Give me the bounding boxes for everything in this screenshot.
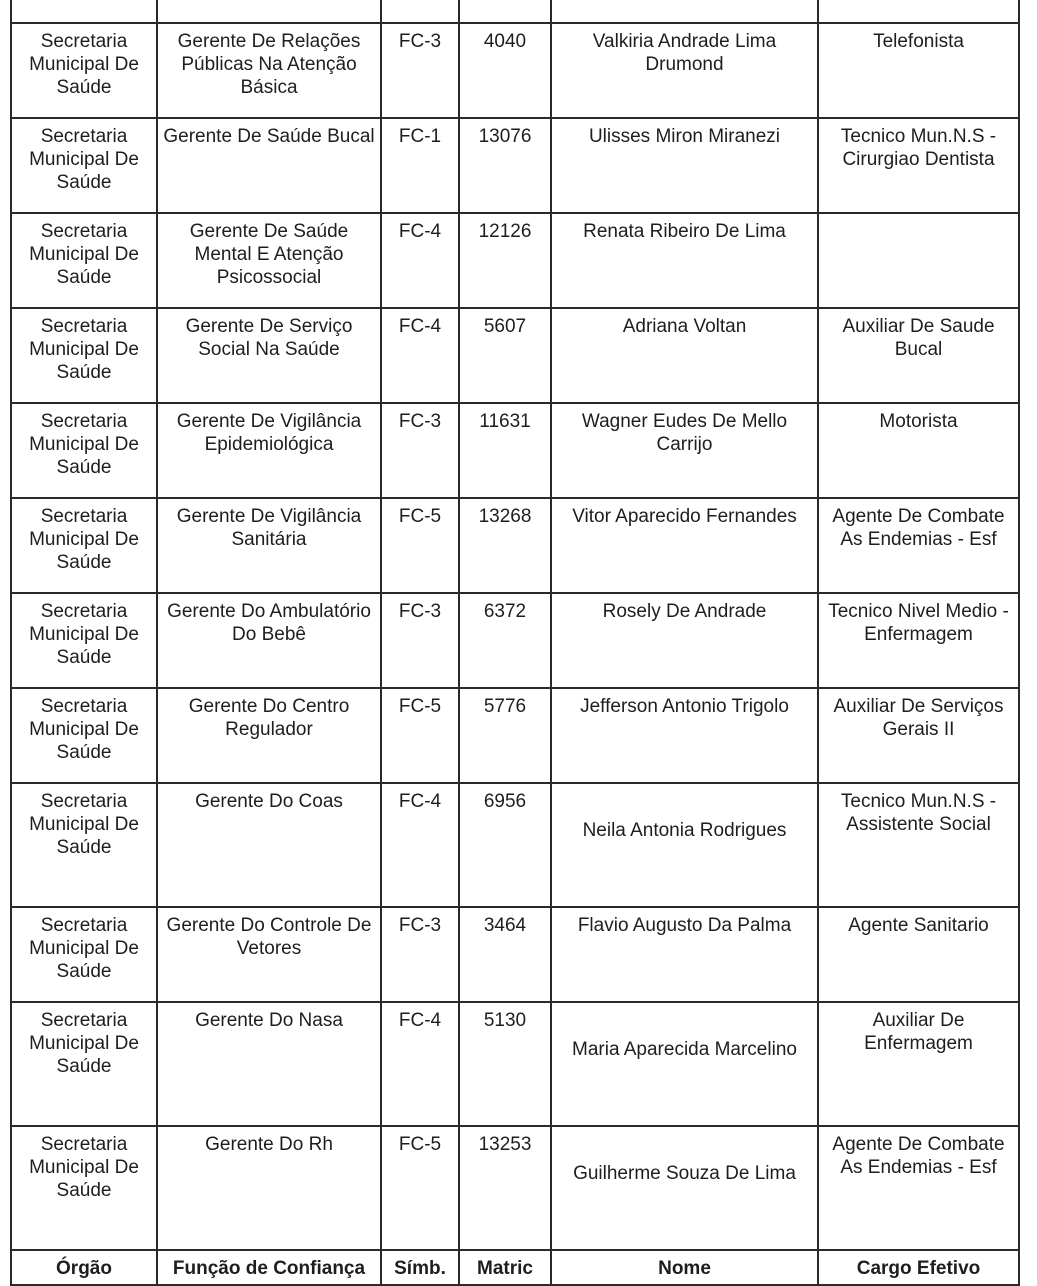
cell-nome: Valkiria Andrade Lima Drumond	[551, 23, 818, 118]
cell-cargo: Agente De Combate As Endemias - Esf	[818, 1126, 1019, 1250]
cell-simb: FC-4	[381, 783, 459, 907]
table-row	[11, 688, 1019, 783]
header-nome: Nome	[551, 1250, 818, 1285]
cell-funcao: Gerente Do Ambulatório Do Bebê	[157, 593, 381, 688]
cell-nome: Wagner Eudes De Mello Carrijo	[551, 403, 818, 498]
cell-funcao: Gerente De Relações Públicas Na Atenção Básica	[157, 23, 381, 118]
cell-orgao: Secretaria Municipal De Saúde	[11, 23, 157, 118]
cell-matric: 6372	[459, 593, 551, 688]
cell-cargo: Agente De Combate As Endemias - Esf	[818, 498, 1019, 593]
cell-nome: Rosely De Andrade	[551, 593, 818, 688]
cell-funcao: Gerente Do Nasa	[157, 1002, 381, 1126]
cell-cargo: Agente Sanitario	[818, 907, 1019, 1002]
header-cargo: Cargo Efetivo	[818, 1250, 1019, 1285]
cell-nome: Adriana Voltan	[551, 308, 818, 403]
table-row	[11, 213, 1019, 308]
cell-cargo: Telefonista	[818, 23, 1019, 118]
table-row	[11, 308, 1019, 403]
table-row	[11, 118, 1019, 213]
cell-orgao: Secretaria Municipal De Saúde	[11, 213, 157, 308]
cell-orgao: Secretaria Municipal De Saúde	[11, 593, 157, 688]
table-row	[11, 1126, 1019, 1250]
cell-nome: Neila Antonia Rodrigues	[551, 783, 818, 907]
cell-orgao: Secretaria Municipal De Saúde	[11, 907, 157, 1002]
cell-cargo	[818, 213, 1019, 308]
cell-orgao: Secretaria Municipal De Saúde	[11, 1002, 157, 1126]
table-row	[11, 498, 1019, 593]
cell-cargo: Tecnico Mun.N.S - Cirurgiao Dentista	[818, 118, 1019, 213]
cell-nome: Maria Aparecida Marcelino	[551, 1002, 818, 1126]
cell-funcao: Gerente Do Rh	[157, 1126, 381, 1250]
cell-funcao: Gerente Do Centro Regulador	[157, 688, 381, 783]
cell-orgao: Secretaria Municipal De Saúde	[11, 1126, 157, 1250]
cell-funcao: Gerente De Saúde Mental E Atenção Psicossocial	[157, 213, 381, 308]
cell-nome: Vitor Aparecido Fernandes	[551, 498, 818, 593]
table-row	[11, 907, 1019, 1002]
cell-matric: 3464	[459, 907, 551, 1002]
cell-simb: FC-4	[381, 1002, 459, 1126]
cell-orgao: Secretaria Municipal De Saúde	[11, 498, 157, 593]
header-simb: Símb.	[381, 1250, 459, 1285]
table-row-partial	[11, 0, 1019, 23]
header-matric: Matric	[459, 1250, 551, 1285]
table-header-row	[11, 1250, 1019, 1285]
cell-nome: Flavio Augusto Da Palma	[551, 907, 818, 1002]
cell-matric: 5607	[459, 308, 551, 403]
cell-nome: Guilherme Souza De Lima	[551, 1126, 818, 1250]
cell-simb: FC-4	[381, 308, 459, 403]
cell-simb: FC-1	[381, 118, 459, 213]
cell-matric: 4040	[459, 23, 551, 118]
cell-matric: 5776	[459, 688, 551, 783]
header-funcao: Função de Confiança	[157, 1250, 381, 1285]
cell-simb: FC-5	[381, 498, 459, 593]
cell-simb: FC-5	[381, 1126, 459, 1250]
cell-funcao: Gerente Do Controle De Vetores	[157, 907, 381, 1002]
cell-cargo: Tecnico Nivel Medio - Enfermagem	[818, 593, 1019, 688]
cell-matric: 13268	[459, 498, 551, 593]
cell-cargo: Auxiliar De Serviços Gerais II	[818, 688, 1019, 783]
table-row	[11, 783, 1019, 907]
table-row	[11, 593, 1019, 688]
cell-matric: 5130	[459, 1002, 551, 1126]
cell-cargo: Motorista	[818, 403, 1019, 498]
cell-cargo: Auxiliar De Saude Bucal	[818, 308, 1019, 403]
cell-nome: Ulisses Miron Miranezi	[551, 118, 818, 213]
cell-matric: 13076	[459, 118, 551, 213]
cell-simb: FC-4	[381, 213, 459, 308]
cell-nome: Renata Ribeiro De Lima	[551, 213, 818, 308]
cell-nome: Jefferson Antonio Trigolo	[551, 688, 818, 783]
cell-simb: FC-3	[381, 23, 459, 118]
cell-orgao: Secretaria Municipal De Saúde	[11, 308, 157, 403]
cell-funcao: Gerente Do Coas	[157, 783, 381, 907]
table-row	[11, 23, 1019, 118]
cell-matric: 12126	[459, 213, 551, 308]
cell-funcao: Gerente De Vigilância Epidemiológica	[157, 403, 381, 498]
table-row	[11, 1002, 1019, 1126]
cell-simb: FC-3	[381, 593, 459, 688]
cell-funcao: Gerente De Vigilância Sanitária	[157, 498, 381, 593]
cell-funcao: Gerente De Serviço Social Na Saúde	[157, 308, 381, 403]
header-orgao: Órgão	[11, 1250, 157, 1285]
cell-simb: FC-5	[381, 688, 459, 783]
cell-simb: FC-3	[381, 907, 459, 1002]
table-row	[11, 403, 1019, 498]
cell-orgao: Secretaria Municipal De Saúde	[11, 403, 157, 498]
cell-matric: 13253	[459, 1126, 551, 1250]
cell-cargo: Tecnico Mun.N.S - Assistente Social	[818, 783, 1019, 907]
cell-orgao: Secretaria Municipal De Saúde	[11, 688, 157, 783]
positions-table	[10, 0, 1020, 1286]
cell-simb: FC-3	[381, 403, 459, 498]
cell-orgao: Secretaria Municipal De Saúde	[11, 118, 157, 213]
cell-matric: 6956	[459, 783, 551, 907]
cell-cargo: Auxiliar De Enfermagem	[818, 1002, 1019, 1126]
cell-orgao: Secretaria Municipal De Saúde	[11, 783, 157, 907]
cell-matric: 11631	[459, 403, 551, 498]
cell-funcao: Gerente De Saúde Bucal	[157, 118, 381, 213]
